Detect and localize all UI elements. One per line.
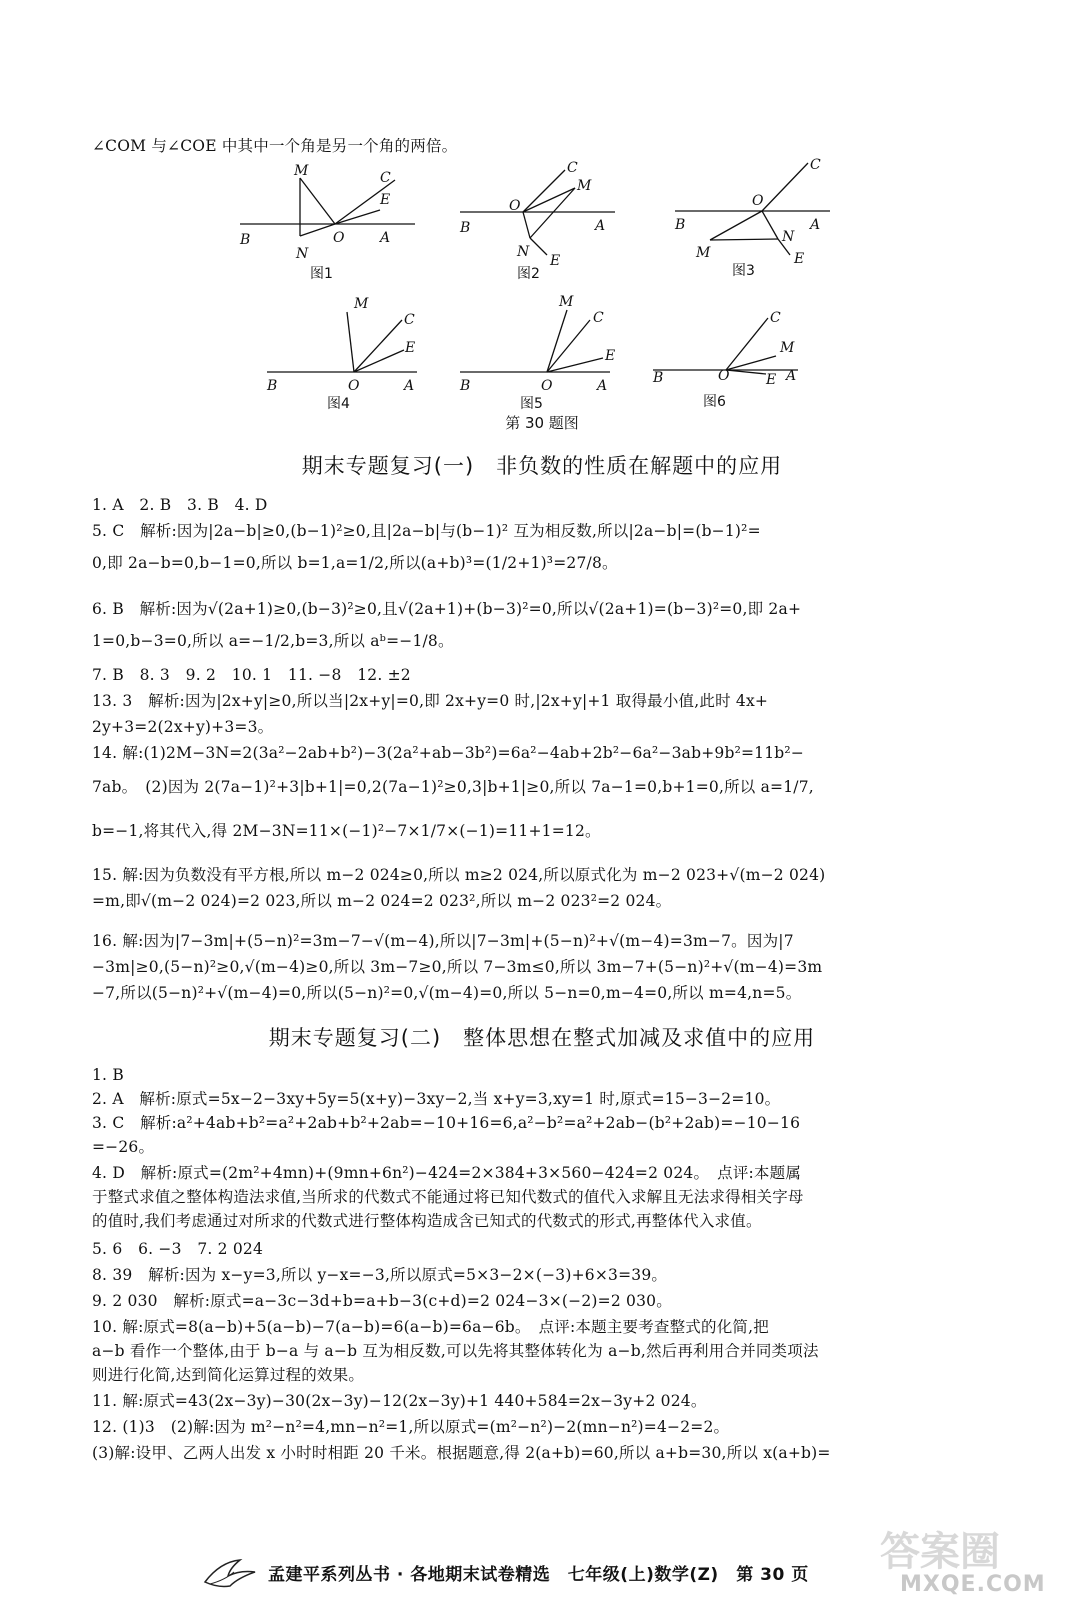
svg-text:O: O [348,378,360,394]
intro-line: ∠COM 与∠COE 中其中一个角是另一个角的两倍。 [92,137,458,155]
s1-line-9: 7ab。 (2)因为 2(7a−1)²+3|b+1|=0,2(7a−1)²≥0,3|b+1|≥0,所以 7a−1=0,b+1=0,所以 a=1/7, [92,778,814,796]
svg-text:E: E [605,348,616,364]
svg-text:图5: 图5 [520,396,543,412]
section1-title: 期末专题复习(一) 非负数的性质在解题中的应用 [301,454,783,478]
svg-text:图3: 图3 [732,263,755,279]
svg-text:M: M [354,296,369,312]
s1-line-14: −3m|≥0,(5−n)²≥0,√(m−4)≥0,所以 3m−7≥0,所以 7−3m≤0,所以 3m−7+(5−n)²+√(m−4)=3m [92,958,823,976]
svg-text:B: B [460,220,471,236]
svg-text:A: A [380,230,391,246]
s1-line-7: 2y+3=2(2x+y)+3=3。 [92,718,274,736]
s1-line-11: 15. 解:因为负数没有平方根,所以 m−2 024≥0,所以 m≥2 024,所以原式化为 m−2 023+√(m−2 024) [92,866,826,884]
s2-line-9: 9. 2 030 解析:原式=a−3c−3d+b=a+b−3(c+d)=2 024−3×(−2)=2 030。 [92,1292,672,1310]
s1-line-5: 7. B 8. 3 9. 2 10. 1 11. −8 12. ±2 [92,666,411,684]
watermark-url: MXQE.COM [900,1572,1046,1597]
svg-text:图2: 图2 [517,266,540,282]
s1-line-2: 0,即 2a−b=0,b−1=0,所以 b=1,a=1/2,所以(a+b)³=(1/2+1)³=27/8。 [92,554,618,572]
figure-5 [455,290,625,414]
s2-line-11: a−b 看作一个整体,由于 b−a 与 a−b 互为相反数,可以先将其整体转化为 a−b,然后再利用合并同类项法 [92,1342,819,1360]
svg-text:M: M [780,340,795,356]
section2-title: 期末专题复习(二) 整体思想在整式加减及求值中的应用 [268,1026,816,1050]
svg-text:A: A [786,368,797,384]
svg-text:A: A [595,218,606,234]
svg-text:N: N [296,246,309,262]
svg-text:E: E [405,340,416,356]
s1-line-1: 5. C 解析:因为|2a−b|≥0,(b−1)²≥0,且|2a−b|与(b−1)² 互为相反数,所以|2a−b|=(b−1)²= [92,522,761,540]
svg-text:E: E [550,253,561,269]
svg-text:图6: 图6 [703,394,726,410]
svg-text:M: M [696,245,711,261]
s2-line-3: =−26。 [92,1138,155,1156]
s1-line-4: 1=0,b−3=0,所以 a=−1/2,b=3,所以 aᵇ=−1/8。 [92,632,454,650]
svg-text:C: C [404,312,415,328]
s2-line-4: 4. D 解析:原式=(2m²+4mn)+(9mn+6n²)−424=2×384+3×560−424=2 024。 点评:本题属 [92,1164,802,1182]
s2-line-10: 10. 解:原式=8(a−b)+5(a−b)−7(a−b)=6(a−b)=6a−6b。 点评:本题主要考查整式的化简,把 [92,1318,769,1336]
svg-text:B: B [460,378,471,394]
figure-1 [230,160,420,294]
svg-text:N: N [782,229,795,245]
s1-line-6: 13. 3 解析:因为|2x+y|≥0,所以当|2x+y|=0,即 2x+y=0 时,|2x+y|+1 取得最小值,此时 4x+ [92,692,769,710]
figure-2 [455,160,625,294]
svg-text:B: B [653,370,664,386]
svg-text:B: B [675,217,686,233]
svg-text:C: C [567,160,578,176]
svg-text:A: A [810,217,821,233]
figure-caption: 第 30 题图 [505,414,579,432]
svg-text:O: O [752,193,764,209]
s1-line-3: 6. B 解析:因为√(2a+1)≥0,(b−3)²≥0,且√(2a+1)+(b−3)²=0,所以√(2a+1)=(b−3)²=0,即 2a+ [92,600,802,618]
svg-text:E: E [380,192,391,208]
s2-line-7: 5. 6 6. −3 7. 2 024 [92,1240,264,1258]
s2-line-8: 8. 39 解析:因为 x−y=3,所以 y−x=−3,所以原式=5×3−2×(−3)+6×3=39。 [92,1266,668,1284]
svg-text:E: E [766,372,777,388]
svg-text:O: O [333,230,345,246]
svg-text:M: M [294,163,309,179]
s2-line-2: 3. C 解析:a²+4ab+b²=a²+2ab+b²+2ab=−10+16=6,a²−b²=a²+2ab−(b²+2ab)=−10−16 [92,1114,801,1132]
s1-line-8: 14. 解:(1)2M−3N=2(3a²−2ab+b²)−3(2a²+ab−3b²)=6a²−4ab+2b²−6a²−3ab+9b²=11b²− [92,744,805,762]
s1-line-15: −7,所以(5−n)²+√(m−4)=0,所以(5−n)²=0,√(m−4)=0,所以 5−n=0,m−4=0,所以 m=4,n=5。 [92,984,802,1002]
s2-line-15: (3)解:设甲、乙两人出发 x 小时时相距 20 千米。根据题意,得 2(a+b)=60,所以 a+b=30,所以 x(a+b)= [92,1444,831,1462]
svg-text:B: B [240,232,251,248]
s2-line-14: 12. (1)3 (2)解:因为 m²−n²=4,mn−n²=1,所以原式=(m²−n²)−2(mn−n²)=4−2=2。 [92,1418,730,1436]
svg-text:M: M [577,178,592,194]
s1-line-0: 1. A 2. B 3. B 4. D [92,496,268,514]
svg-text:M: M [559,294,574,310]
s1-line-12: =m,即√(m−2 024)=2 023,所以 m−2 024=2 023²,所以 m−2 023²=2 024。 [92,892,672,910]
s2-line-5: 于整式求值之整体构造法求值,当所求的代数式不能通过将已知代数式的值代入求解且无法求得相关字母 [92,1188,804,1206]
s2-line-13: 11. 解:原式=43(2x−3y)−30(2x−3y)−12(2x−3y)+1 440+584=2x−3y+2 024。 [92,1392,707,1410]
svg-text:E: E [794,251,805,267]
s2-line-1: 2. A 解析:原式=5x−2−3xy+5y=5(x+y)−3xy−2,当 x+y=3,xy=1 时,原式=15−3−2=10。 [92,1090,781,1108]
s2-line-0: 1. B [92,1066,124,1084]
figure-6 [648,290,818,414]
svg-text:N: N [517,244,530,260]
svg-text:O: O [718,368,730,384]
svg-text:O: O [541,378,553,394]
figure-4 [262,290,432,414]
svg-text:图4: 图4 [327,396,350,412]
s1-line-10: b=−1,将其代入,得 2M−3N=11×(−1)²−7×1/7×(−1)=11+1=12。 [92,822,601,840]
svg-text:O: O [509,198,521,214]
s1-line-13: 16. 解:因为|7−3m|+(5−n)²=3m−7−√(m−4),所以|7−3m|+(5−n)²+√(m−4)=3m−7。因为|7 [92,932,794,950]
figure-3 [670,155,840,289]
bird-logo-icon [200,1552,260,1596]
s2-line-12: 则进行化简,达到简化运算过程的效果。 [92,1366,365,1384]
svg-text:C: C [770,310,781,326]
watermark-logo: 答案圈 [880,1529,1000,1575]
svg-text:A: A [597,378,608,394]
svg-text:C: C [593,310,604,326]
svg-text:A: A [404,378,415,394]
footer-text: 孟建平系列丛书 · 各地期末试卷精选 七年级(上)数学(Z) 第 30 页 [268,1565,809,1585]
svg-text:C: C [380,170,391,186]
svg-text:B: B [267,378,278,394]
s2-line-6: 的值时,我们考虑通过对所求的代数式进行整体构造成含已知式的代数式的形式,再整体代入求值。 [92,1212,762,1230]
svg-text:图1: 图1 [310,266,333,282]
svg-text:C: C [810,157,821,173]
